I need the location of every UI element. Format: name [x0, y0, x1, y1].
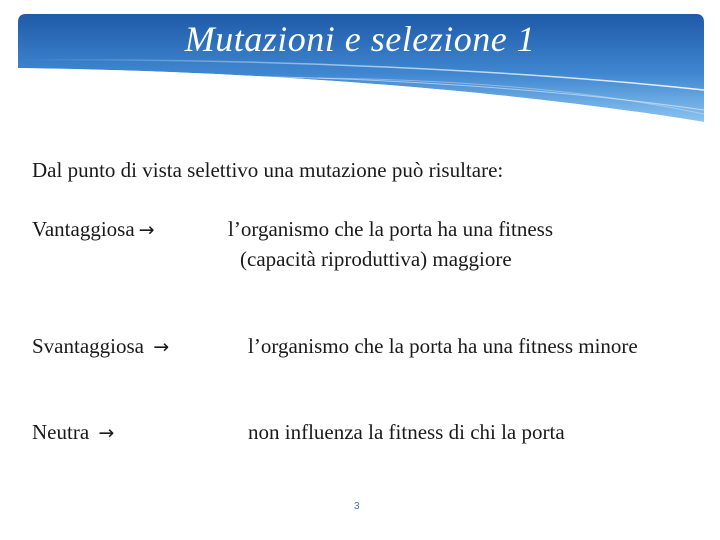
term-label: Vantaggiosa: [32, 217, 135, 241]
arrow-right-icon: →: [98, 422, 115, 444]
term-svantaggiosa: [32, 334, 169, 359]
term-neutra: [32, 420, 114, 445]
description-vantaggiosa-line2: (capacità riproduttiva) maggiore: [240, 247, 512, 271]
description-svantaggiosa: l’organismo che la porta ha una fitness minore: [248, 334, 638, 358]
term-label: Svantaggiosa: [32, 334, 144, 358]
description-neutra: non influenza la fitness di chi la porta: [248, 420, 565, 444]
term-vantaggiosa: [32, 217, 155, 242]
term-label: Neutra: [32, 420, 90, 444]
slide-title: Mutazioni e selezione 1: [184, 19, 536, 59]
arrow-right-icon: →: [138, 219, 155, 241]
intro-text: Dal punto di vista selettivo una mutazione può risultare:: [32, 158, 504, 182]
arrow-right-icon: →: [153, 336, 170, 358]
page-number: 3: [354, 501, 360, 512]
description-vantaggiosa-line1: l’organismo che la porta ha una fitness: [228, 217, 554, 241]
